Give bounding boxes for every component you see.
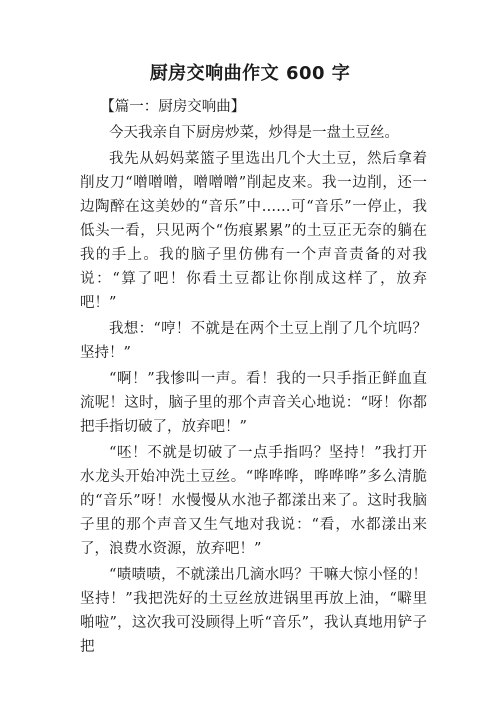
paragraph: “啊！”我惨叫一声。看！我的一只手指正鲜血直流呢！这时，脑子里的那个声音关心地说：“呀！你都把手指切破了，放弃吧！” bbox=[80, 371, 427, 435]
section-heading: 【篇一：厨房交响曲】 bbox=[100, 99, 246, 115]
paragraph: 我先从妈妈菜篮子里选出几个大土豆，然后拿着削皮刀“噌噌噌，噌噌噌”削起皮来。我一边削，还一边陶醉在这美妙的“音乐”中……可“音乐”一停止，我低头一看，只见两个“伤痕累累”的土豆正无奈的躺在我的手上。我的脑子里仿佛有一个声音责备的对我说：“算了吧！你看土豆都让你削成这样了，放弃吧！” bbox=[80, 151, 427, 311]
paragraph: “呸！不就是切破了一点手指吗？坚持！”我打开水龙头开始冲洗土豆丝。“哗哗哗，哗哗哗”多么清脆的“音乐”呀！水慢慢从水池子都漾出来了。这时我脑子里的那个声音又生气地对我说：“看，水都漾出来了，浪费水资源，放弃吧！” bbox=[80, 445, 427, 557]
paragraph: “啧啧啧，不就漾出几滴水吗？干嘛大惊小怪的！坚持！”我把洗好的土豆丝放进锅里再放上油，“噼里啪啦”，这次我可没顾得上听“音乐”，我认真地用铲子把 bbox=[80, 567, 427, 655]
document-title: 厨房交响曲作文 600 字 bbox=[149, 63, 351, 84]
paragraph: 今天我亲自下厨房炒菜，炒得是一盘土豆丝。 bbox=[109, 125, 399, 141]
paragraph: 我想：“哼！不就是在两个土豆上削了几个坑吗？坚持！” bbox=[80, 321, 427, 361]
document-body bbox=[80, 95, 427, 661]
